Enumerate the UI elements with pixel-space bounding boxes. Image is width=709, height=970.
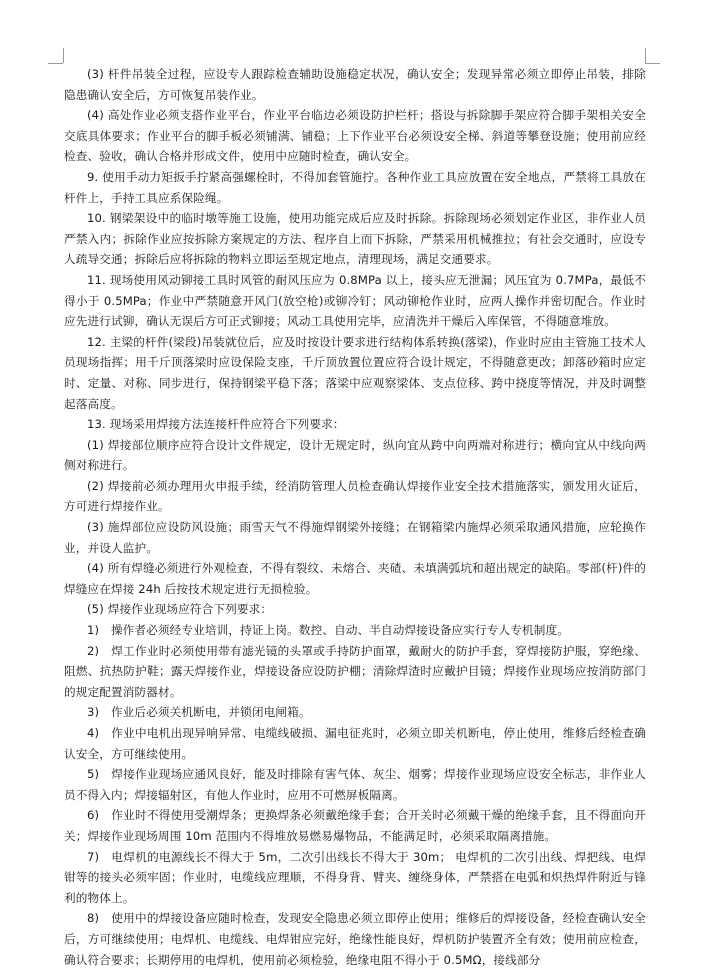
- paragraph: 1) 操作者必须经专业培训，持证上岗。数控、自动、半自动焊接设备应实行专人专机制度。: [87, 623, 569, 638]
- paragraph: 7) 电焊机的电源线长不得大于 5m，二次引出线长不得大于 30m； 电焊机的二次引出线、焊把线、电焊钳等的接头必须牢固；作业时，电缆线应理顺，不得身背、臂夹、缠绕身体，严禁搭在电弧和炽热焊件附近与锋利的物体上。: [64, 849, 646, 905]
- paragraph: 10. 钢梁架设中的临时墩等施工设施，使用功能完成后应及时拆除。拆除现场必须划定作业区，非作业人员严禁入内；拆除作业应按拆除方案规定的方法、程序自上而下拆除，严禁采用机械推拉；有社会交通时，应设专人疏导交通；拆除后应将拆除的物料立即运至规定地点，清理现场，满足交通要求。: [64, 211, 646, 267]
- crop-mark-top-left: [63, 48, 64, 63]
- crop-mark-top-right: [645, 48, 646, 63]
- paragraph: (1) 焊接部位顺序应符合设计文件规定，设计无规定时，纵向宜从跨中向两端对称进行；横向宜从中线向两侧对称进行。: [64, 437, 646, 473]
- paragraph: 2) 焊工作业时必须使用带有滤光镜的头罩或手持防护面罩，戴耐火的防护手套，穿焊接防护服，穿绝缘、阻燃、抗热防护鞋；露天焊接作业，焊接设备应设防护棚；清除焊渣时应戴护目镜；焊接作业现场应按消防部门的规定配置消防器材。: [64, 643, 646, 699]
- paragraph: 11. 现场使用风动铆接工具时风管的耐风压应为 0.8MPa 以上，接头应无泄漏；风压宜为 0.7MPa，最低不得小于 0.5MPa；作业中严禁随意开风门(放空枪)或铆冷钉；风动铆枪作业时，应两人操作并密切配合。作业时应先进行试铆，确认无误后方可正式铆接；风动工具使用完毕，应清洗并干燥后入库保管，不得随意堆放。: [64, 272, 646, 329]
- paragraph: (4) 高处作业必须支搭作业平台，作业平台临边必须设防护栏杆；搭设与拆除脚手架应符合脚手架相关安全交底具体要求；作业平台的脚手板必须铺满、铺稳；上下作业平台必须设安全梯、斜道等攀登设施；使用前应经检查、验收，确认合格并形成文件，使用中应随时检查，确认安全。: [64, 108, 646, 164]
- paragraph: 9. 使用手动力矩扳手拧紧高强螺栓时，不得加套管施拧。各种作业工具应放置在安全地点，严禁将工具放在杆件上，手持工具应系保险绳。: [64, 169, 646, 205]
- crop-mark-top-left-horizontal: [48, 63, 63, 64]
- paragraph: 3) 作业后必须关机断电，并锁闭电闸箱。: [87, 705, 311, 720]
- paragraph: (3) 杆件吊装全过程，应设专人跟踪检查辅助设施稳定状况，确认安全；发现异常必须立即停止吊装，排除隐患确认安全后，方可恢复吊装作业。: [64, 67, 646, 102]
- paragraph: 12. 主梁的杆件(梁段)吊装就位后，应及时按设计要求进行结构体系转换(落梁)，作业时应由主管施工技术人员现场指挥；用千斤顶落梁时应设保险支座，千斤顶放置位置应符合设计规定，不得随意更改；卸落砂箱时应定时、定量、对称、同步进行，保持钢梁平稳下落；落梁中应观察梁体、支点位移、跨中挠度等情况，并及时调整起落高度。: [64, 334, 646, 411]
- paragraph: 13. 现场采用焊接方法连接杆件应符合下列要求：: [87, 417, 345, 432]
- paragraph: (4) 所有焊缝必须进行外观检查，不得有裂纹、未熔合、夹碴、未填满弧坑和超出规定的缺陷。零部(杆)件的焊缝应在焊接 24h 后按技术规定进行无损检验。: [64, 561, 646, 596]
- paragraph: 4) 作业中电机出现异响异常、电缆线破损、漏电征兆时，必须立即关机断电，停止使用，维修后经检查确认安全，方可继续使用。: [64, 726, 646, 761]
- paragraph: 8) 使用中的焊接设备应随时检查，发现安全隐患必须立即停止使用；维修后的焊接设备，经检查确认安全后，方可继续使用；电焊机、电缆线、电焊钳应完好，绝缘性能良好，焊机防护装置齐全有效；使用前应检查，确认符合要求；长期停用的电焊机，使用前必须检验，绝缘电阻不得小于 0.5MΩ，接线部分: [64, 911, 646, 967]
- paragraph: 6) 作业时不得使用受潮焊条；更换焊条必须戴绝缘手套；合开关时必须戴干燥的绝缘手套，且不得面向开关；焊接作业现场周围 10m 范围内不得堆放易燃易爆物品，不能满足时，必须采取隔离措施。: [64, 808, 646, 843]
- paragraph: 5) 焊接作业现场应通风良好，能及时排除有害气体、灰尘、烟雾；焊接作业现场应设安全标志，非作业人员不得入内；焊接辐射区，有他人作业时，应用不可燃屏板隔离。: [64, 767, 646, 802]
- paragraph: (2) 焊接前必须办理用火申报手续，经消防管理人员检查确认焊接作业安全技术措施落实，颁发用火证后，方可进行焊接作业。: [64, 478, 646, 514]
- paragraph: (3) 施焊部位应设防风设施；雨雪天气不得施焊钢梁外接缝；在钢箱梁内施焊必须采取通风措施，应轮换作业，并设人监护。: [64, 520, 646, 555]
- document-body: [64, 64, 646, 970]
- paragraph: (5) 焊接作业现场应符合下列要求：: [87, 602, 273, 617]
- crop-mark-top-right-horizontal: [645, 63, 660, 64]
